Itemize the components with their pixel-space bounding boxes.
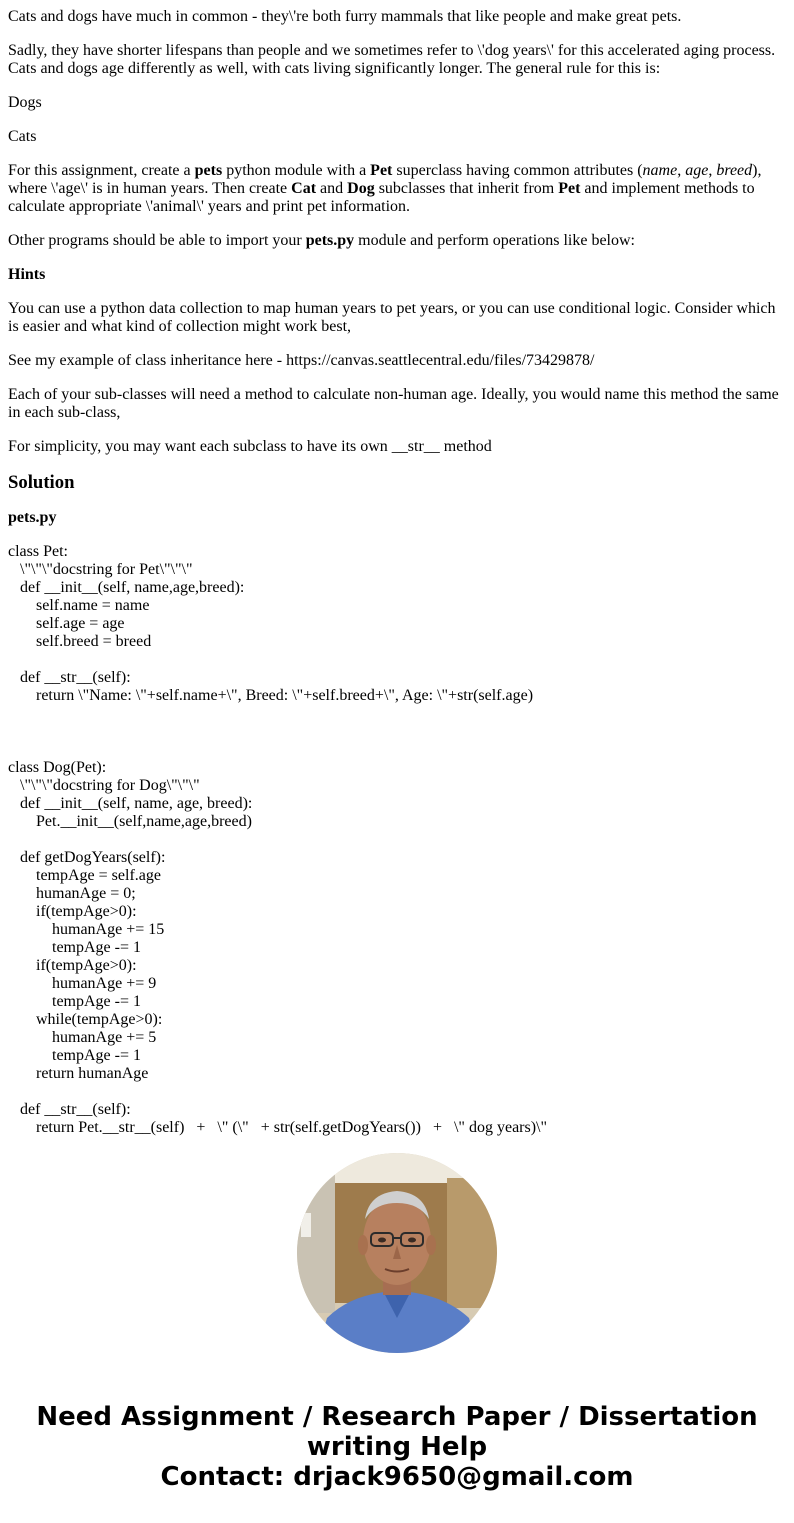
intro-paragraph-1: Cats and dogs have much in common - they\'re both furry mammals that like people and make great pets.: [8, 8, 682, 25]
code-blank: [8, 651, 786, 669]
bold-pet-2: Pet: [558, 180, 581, 197]
text: ,: [677, 162, 686, 179]
solution-filename: pets.py: [8, 509, 57, 526]
code-line: return \"Name: \"+self.name+\", Breed: \"+self.breed+\", Age: \"+str(self.age): [36, 687, 534, 704]
code-blank: [8, 723, 786, 741]
code-line: humanAge = 0;: [36, 885, 136, 902]
code-line: def __init__(self, name, age, breed):: [20, 795, 253, 812]
code-line: class Pet:: [8, 543, 68, 560]
code-blank: [8, 1083, 786, 1101]
code-line: self.breed = breed: [36, 633, 152, 650]
code-line: if(tempAge>0):: [36, 957, 137, 974]
text: ,: [708, 162, 717, 179]
code-blank: [8, 831, 786, 849]
code-line: tempAge -= 1: [52, 1047, 141, 1064]
text: and implement methods to calculate appropriate \'animal\' years and print pet information.: [8, 180, 755, 215]
solution-heading: Solution: [8, 472, 75, 493]
hint-4: For simplicity, you may want each subclass to have its own __str__ method: [8, 438, 492, 455]
import-paragraph: [8, 232, 786, 250]
promo-line-2: writing Help: [306, 1432, 488, 1462]
promo-banner: [0, 1402, 794, 1492]
hint-3: Each of your sub-classes will need a method to calculate non-human age. Ideally, you would name this method the same in each sub-class,: [8, 386, 779, 421]
hint-2: See my example of class inheritance here - https://canvas.seattlecentral.edu/files/73429878/: [8, 352, 595, 369]
text: superclass having common attributes (: [392, 162, 643, 179]
bold-pets-py: pets.py: [305, 232, 355, 249]
code-line: tempAge -= 1: [52, 939, 141, 956]
code-line: return humanAge: [36, 1065, 149, 1082]
code-line: def __str__(self):: [20, 1101, 131, 1118]
code-line: def __init__(self, name,age,breed):: [20, 579, 245, 596]
code-line: Pet.__init__(self,name,age,breed): [36, 813, 252, 830]
bold-dog: Dog: [347, 180, 375, 197]
code-line: class Dog(Pet):: [8, 759, 107, 776]
code-line: \"\"\"docstring for Pet\"\"\": [20, 561, 193, 578]
bold-cat: Cat: [291, 180, 317, 197]
code-line: while(tempAge>0):: [36, 1011, 163, 1028]
code-line: tempAge -= 1: [52, 993, 141, 1010]
code-line: def getDogYears(self):: [20, 849, 166, 866]
text: Other programs should be able to import your: [8, 232, 306, 249]
assignment-paragraph: [8, 162, 786, 216]
hints-heading: Hints: [8, 266, 46, 283]
hint-1: You can use a python data collection to map human years to pet years, or you can use conditional logic. Consider which is easier and what kind of collection might work best,: [8, 300, 776, 335]
code-line: humanAge += 9: [52, 975, 157, 992]
code-line: if(tempAge>0):: [36, 903, 137, 920]
code-line: humanAge += 15: [52, 921, 165, 938]
code-line: humanAge += 5: [52, 1029, 157, 1046]
text: ), where \'age\' is in human years. Then create: [8, 162, 762, 197]
promo-contact: Contact: drjack9650@gmail.com: [160, 1462, 634, 1492]
text: For this assignment, create a: [8, 162, 195, 179]
code-blank: [8, 705, 786, 723]
code-line: self.age = age: [36, 615, 125, 632]
text: module and perform operations like below:: [354, 232, 635, 249]
code-line: tempAge = self.age: [36, 867, 161, 884]
bold-pet: Pet: [370, 162, 393, 179]
text: subclasses that inherit from: [374, 180, 559, 197]
attr-breed: breed: [716, 162, 753, 179]
code-blank: [8, 741, 786, 759]
code-line: self.name = name: [36, 597, 150, 614]
cats-label: Cats: [8, 128, 37, 145]
code-line: return Pet.__str__(self) + \" (\" + str(self.getDogYears()) + \" dog years)\": [36, 1119, 548, 1136]
text: and: [316, 180, 348, 197]
intro-paragraph-2: Sadly, they have shorter lifespans than people and we sometimes refer to \'dog years\' for this accelerated aging process. Cats and dogs age differently as well, with cats living significantly longer. The general rule for this is:: [8, 42, 776, 77]
text: python module with a: [222, 162, 371, 179]
attr-age: age: [685, 162, 709, 179]
author-photo: [297, 1153, 497, 1353]
bold-pets: pets: [194, 162, 223, 179]
dogs-label: Dogs: [8, 94, 42, 111]
code-line: def __str__(self):: [20, 669, 131, 686]
code-line: \"\"\"docstring for Dog\"\"\": [20, 777, 200, 794]
attr-name: name: [642, 162, 678, 179]
pet-class-code: [8, 543, 786, 1137]
promo-line-1: Need Assignment / Research Paper / Dissertation: [36, 1402, 758, 1432]
author-avatar: [297, 1153, 497, 1353]
